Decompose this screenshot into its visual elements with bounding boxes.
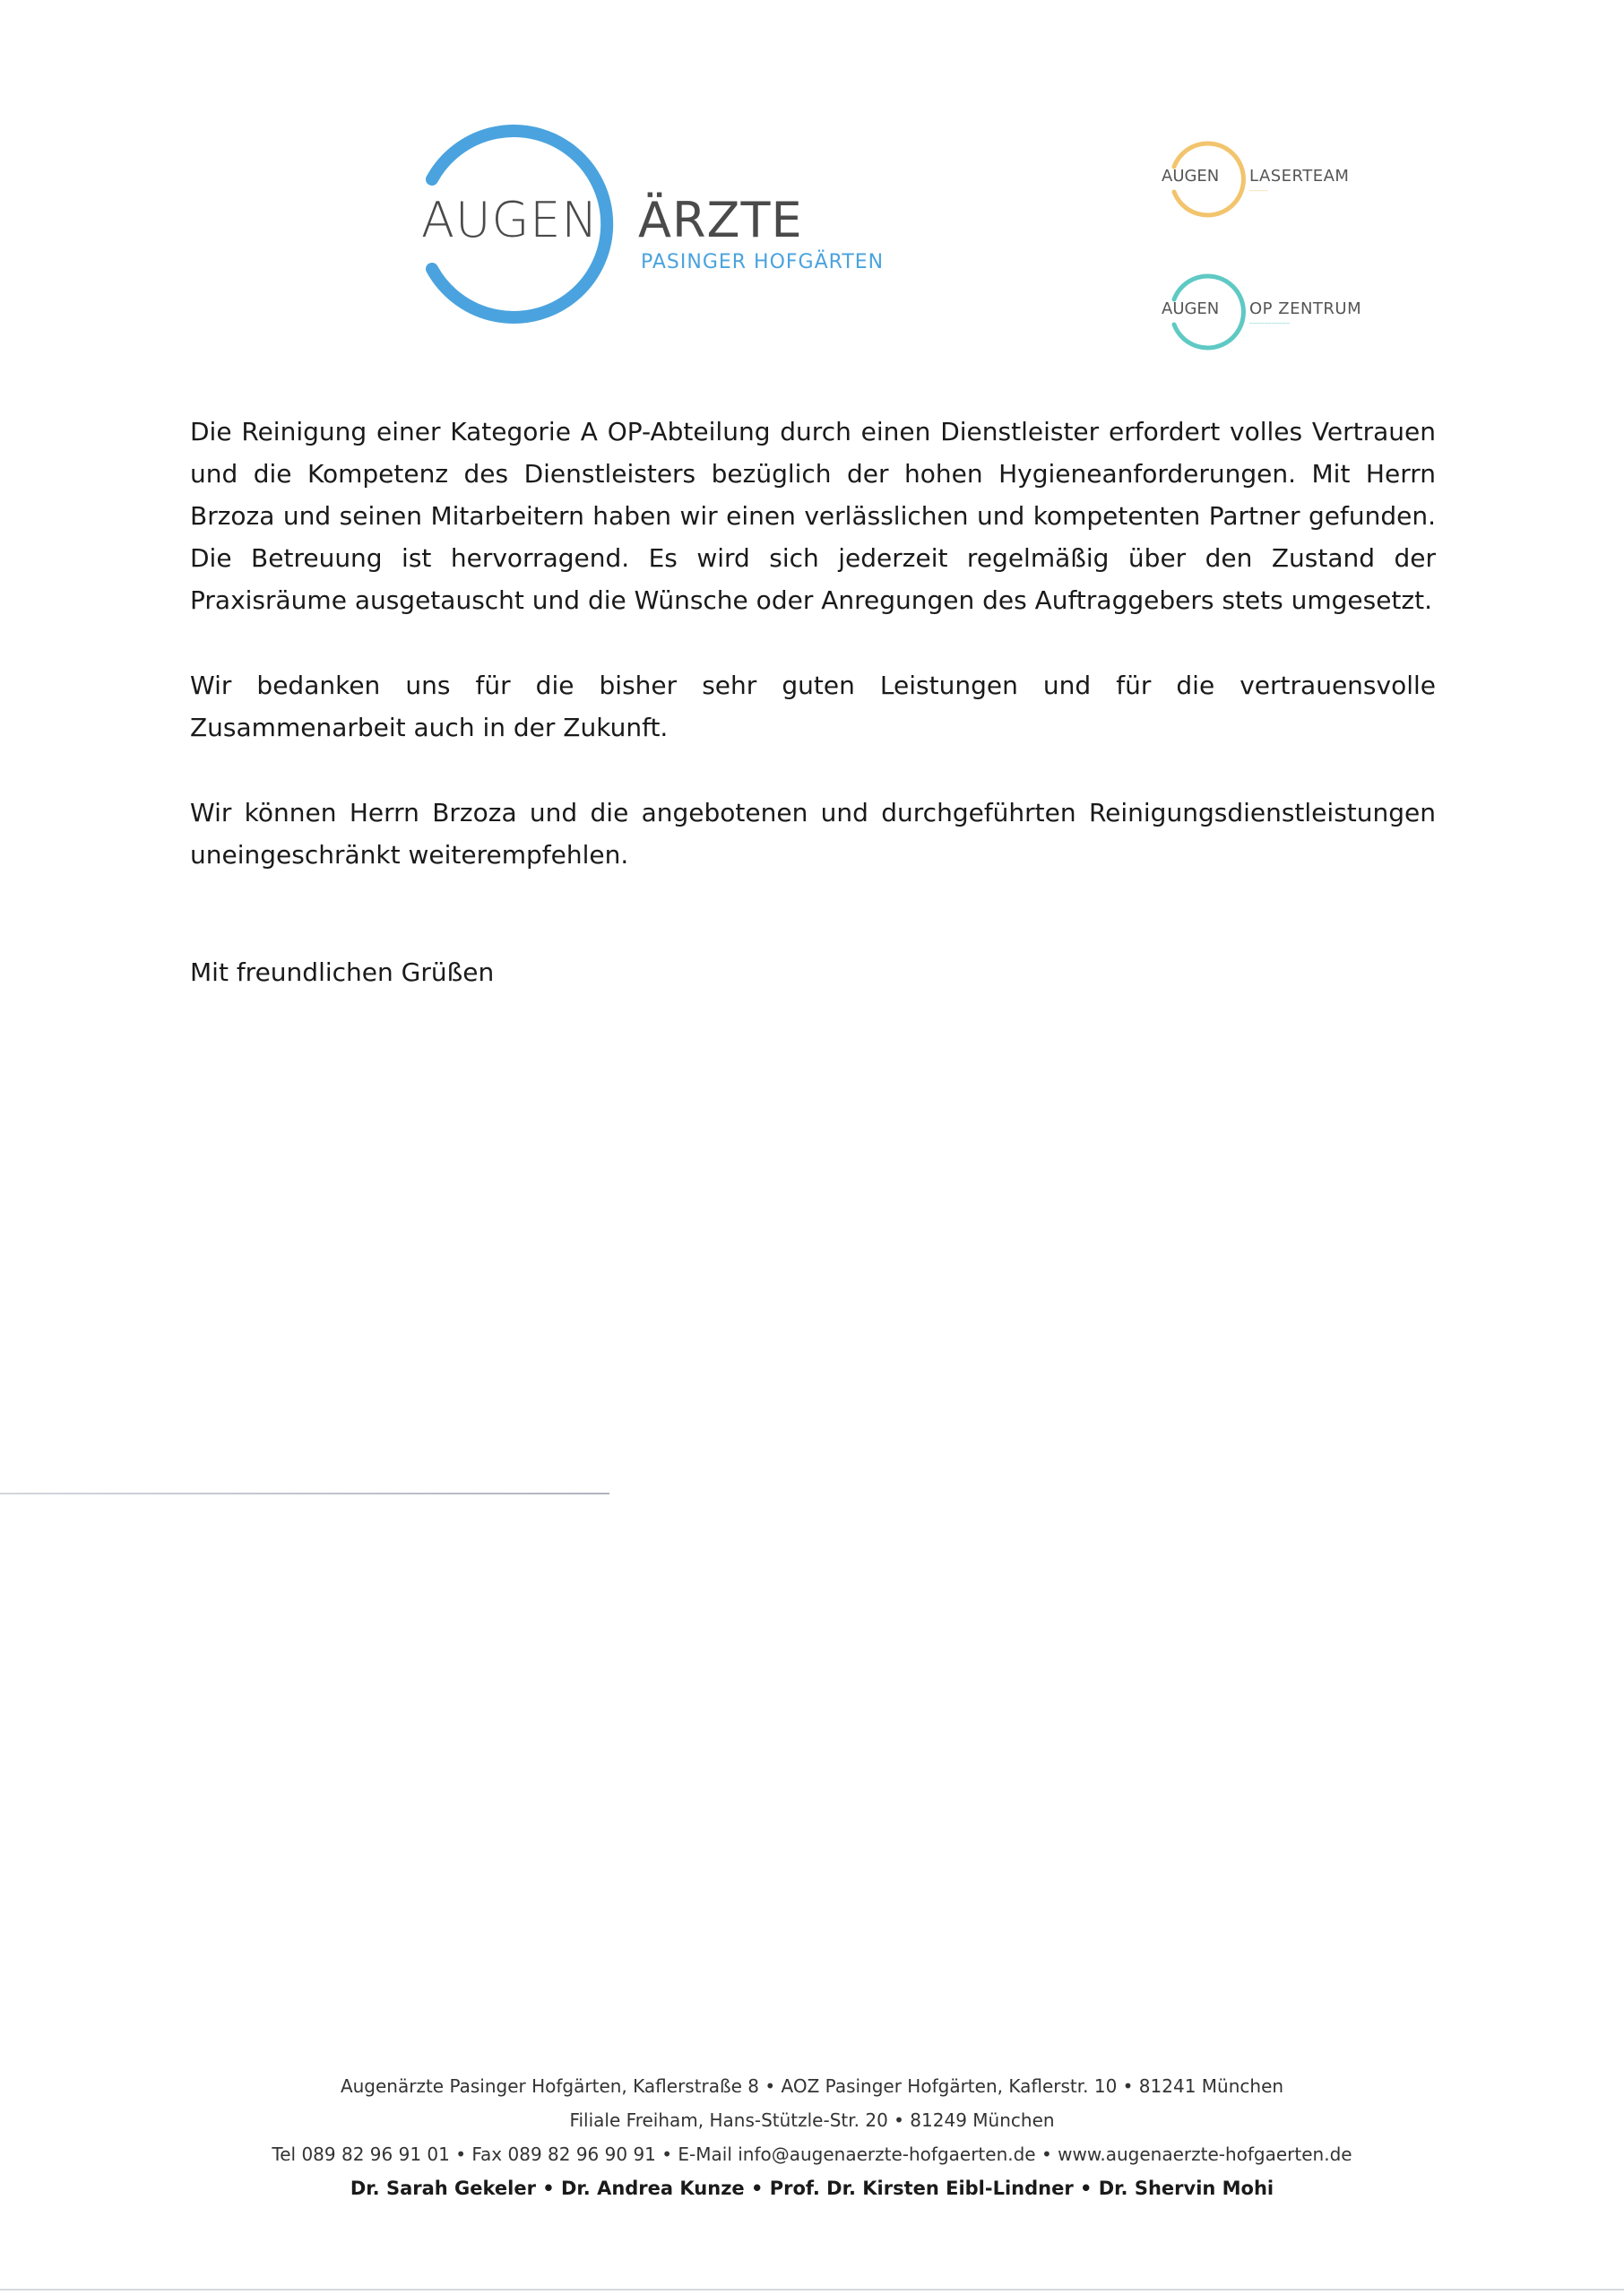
logo-word-aerzte: ÄRZTE — [638, 192, 803, 248]
op-zentrum-tagline-mark: ─────────── — [1249, 321, 1291, 327]
main-logo — [394, 108, 950, 341]
footer-doctors-line: Dr. Sarah Gekeler • Dr. Andrea Kunze • Prof. Dr. Kirsten Eibl-Lindner • Dr. Shervin Mohi — [350, 2178, 1274, 2199]
paragraph-2: Wir bedanken uns für die bisher sehr guten Leistungen und für die vertrauensvolle Zusammenarbeit auch in der Zukunft. — [190, 671, 1436, 742]
laserteam-tagline-mark: ───── — [1249, 188, 1268, 195]
page-bottom-edge — [0, 2289, 1624, 2291]
logo-subtitle: PASINGER HOFGÄRTEN — [641, 251, 885, 273]
letter-body — [190, 411, 1436, 919]
laserteam-word-name: LASERTEAM — [1249, 167, 1350, 186]
closing-salutation: Mit freundlichen Grüßen — [190, 957, 495, 987]
laserteam-logo — [1162, 134, 1430, 224]
op-zentrum-word-augen: AUGEN — [1162, 299, 1220, 318]
op-zentrum-logo — [1162, 267, 1430, 357]
footer — [179, 2069, 1445, 2205]
footer-address-line: Augenärzte Pasinger Hofgärten, Kaflerstraße 8 • AOZ Pasinger Hofgärten, Kaflerstr. 10 • 81241 München — [340, 2075, 1284, 2097]
laserteam-word-augen: AUGEN — [1162, 167, 1220, 186]
fold-line-divider — [0, 1493, 609, 1494]
logo-word-augen: AUGEN — [421, 192, 599, 248]
paragraph-3: Wir können Herrn Brzoza und die angebotenen und durchgeführten Reinigungsdienstleistungen uneingeschränkt weiterempfehlen. — [190, 798, 1436, 870]
paragraph-1: Die Reinigung einer Kategorie A OP-Abteilung durch einen Dienstleister erfordert volles Vertrauen und die Kompetenz des Dienstleisters bezüglich der hohen Hygieneanforderungen. Mit Herrn Brzoza und seinen Mitarbeitern haben wir einen verlässlichen und kompetenten Partner gefunden. Die Betreuung ist hervorragend. Es wird sich jederzeit regelmäßig über den Zustand der Praxisräume ausgetauscht und die Wünsche oder Anregungen des Auftraggebers stets umgesetzt. — [190, 417, 1436, 615]
footer-branch-line: Filiale Freiham, Hans-Stützle-Str. 20 • 81249 München — [569, 2109, 1055, 2131]
footer-contact-line: Tel 089 82 96 91 01 • Fax 089 82 96 90 91 • E-Mail info@augenaerzte-hofgaerten.de • www.augenaerzte-hofgaerten.de — [272, 2143, 1352, 2165]
op-zentrum-word-name: OP ZENTRUM — [1249, 299, 1362, 318]
